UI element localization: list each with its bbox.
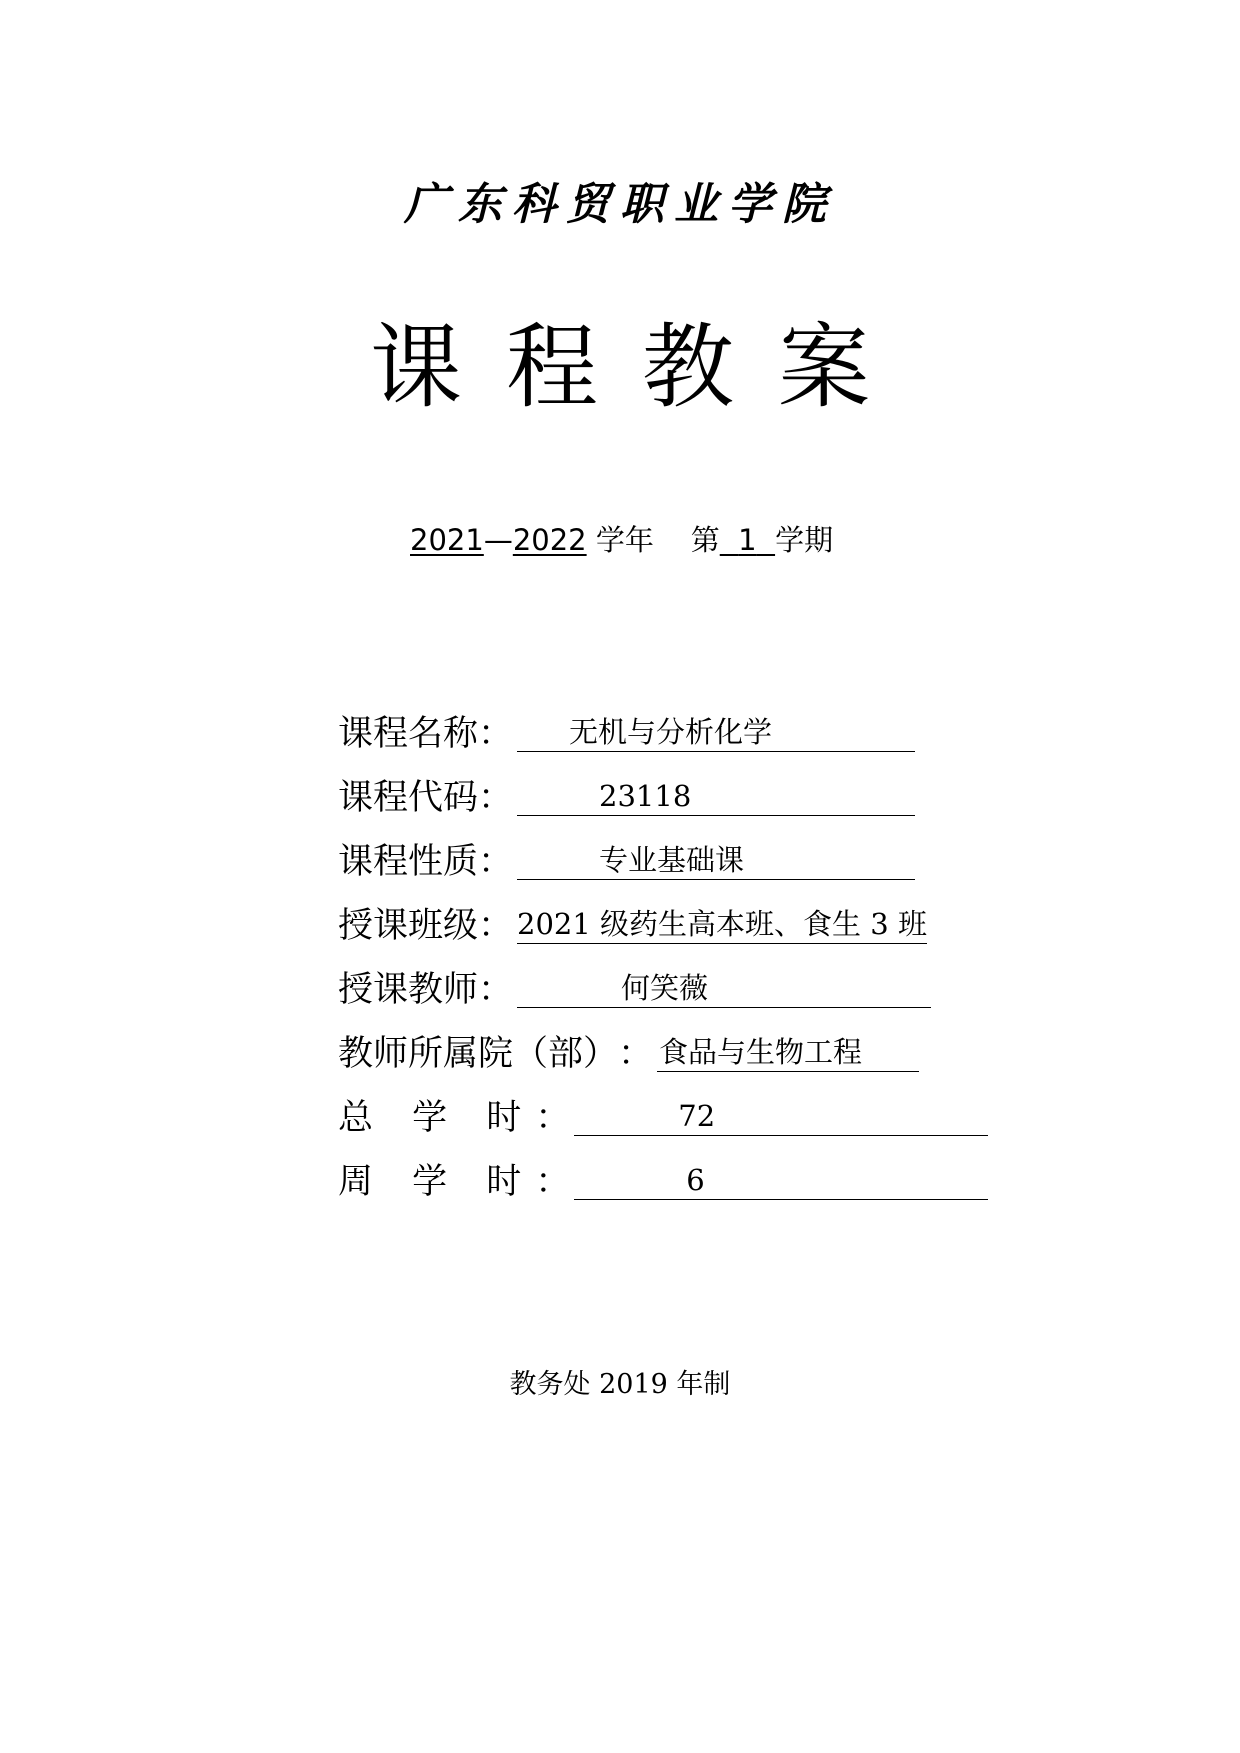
field-colon: ： <box>478 906 514 946</box>
field-value: 2021 级药生高本班、食生 3 班 <box>517 904 927 944</box>
school-name: 广东科贸职业学院 <box>404 179 836 230</box>
academic-term <box>410 518 833 559</box>
field-colon: ： <box>535 1162 571 1202</box>
field-label: 授课班级 <box>338 906 479 946</box>
field-value: 食品与生物工程 <box>657 1032 919 1072</box>
field-value: 23118 <box>517 776 915 816</box>
field-course-name <box>338 702 915 752</box>
field-label: 总 学 时 <box>338 1098 536 1138</box>
field-course-code <box>338 766 915 816</box>
field-label: 课程性质 <box>338 842 479 882</box>
field-label: 教师所属院（部） <box>338 1034 619 1074</box>
field-teacher <box>338 958 931 1008</box>
field-department <box>338 1022 919 1072</box>
field-value: 72 <box>574 1096 988 1136</box>
field-label: 课程代码 <box>338 778 479 818</box>
field-colon: ： <box>478 714 514 754</box>
field-weekly-hours <box>338 1150 988 1200</box>
semester-prefix: 第 <box>690 523 720 557</box>
field-label: 授课教师 <box>338 970 479 1010</box>
field-label: 课程名称 <box>338 714 479 754</box>
year-suffix: 学年 <box>586 523 654 557</box>
year-dash: — <box>483 523 513 557</box>
document-title: 课程教案 <box>369 314 914 421</box>
year-end: 2022 <box>512 523 587 557</box>
field-colon: ： <box>478 778 514 818</box>
year-start: 2021 <box>410 523 484 557</box>
field-value: 无机与分析化学 <box>517 712 915 752</box>
field-colon: ： <box>478 970 514 1010</box>
semester-suffix: 学期 <box>775 523 834 557</box>
semester-number: 1 <box>738 523 757 557</box>
field-colon: ： <box>535 1098 571 1138</box>
field-total-hours <box>338 1086 988 1136</box>
field-value: 何笑薇 <box>517 968 931 1008</box>
field-value: 专业基础课 <box>517 840 915 880</box>
field-colon: ： <box>618 1034 654 1074</box>
field-class <box>338 894 927 944</box>
field-label: 周 学 时 <box>338 1162 536 1202</box>
field-course-type <box>338 830 915 880</box>
footer-note: 教务处 2019 年制 <box>509 1369 731 1400</box>
field-value: 6 <box>574 1160 988 1200</box>
field-colon: ： <box>478 842 514 882</box>
